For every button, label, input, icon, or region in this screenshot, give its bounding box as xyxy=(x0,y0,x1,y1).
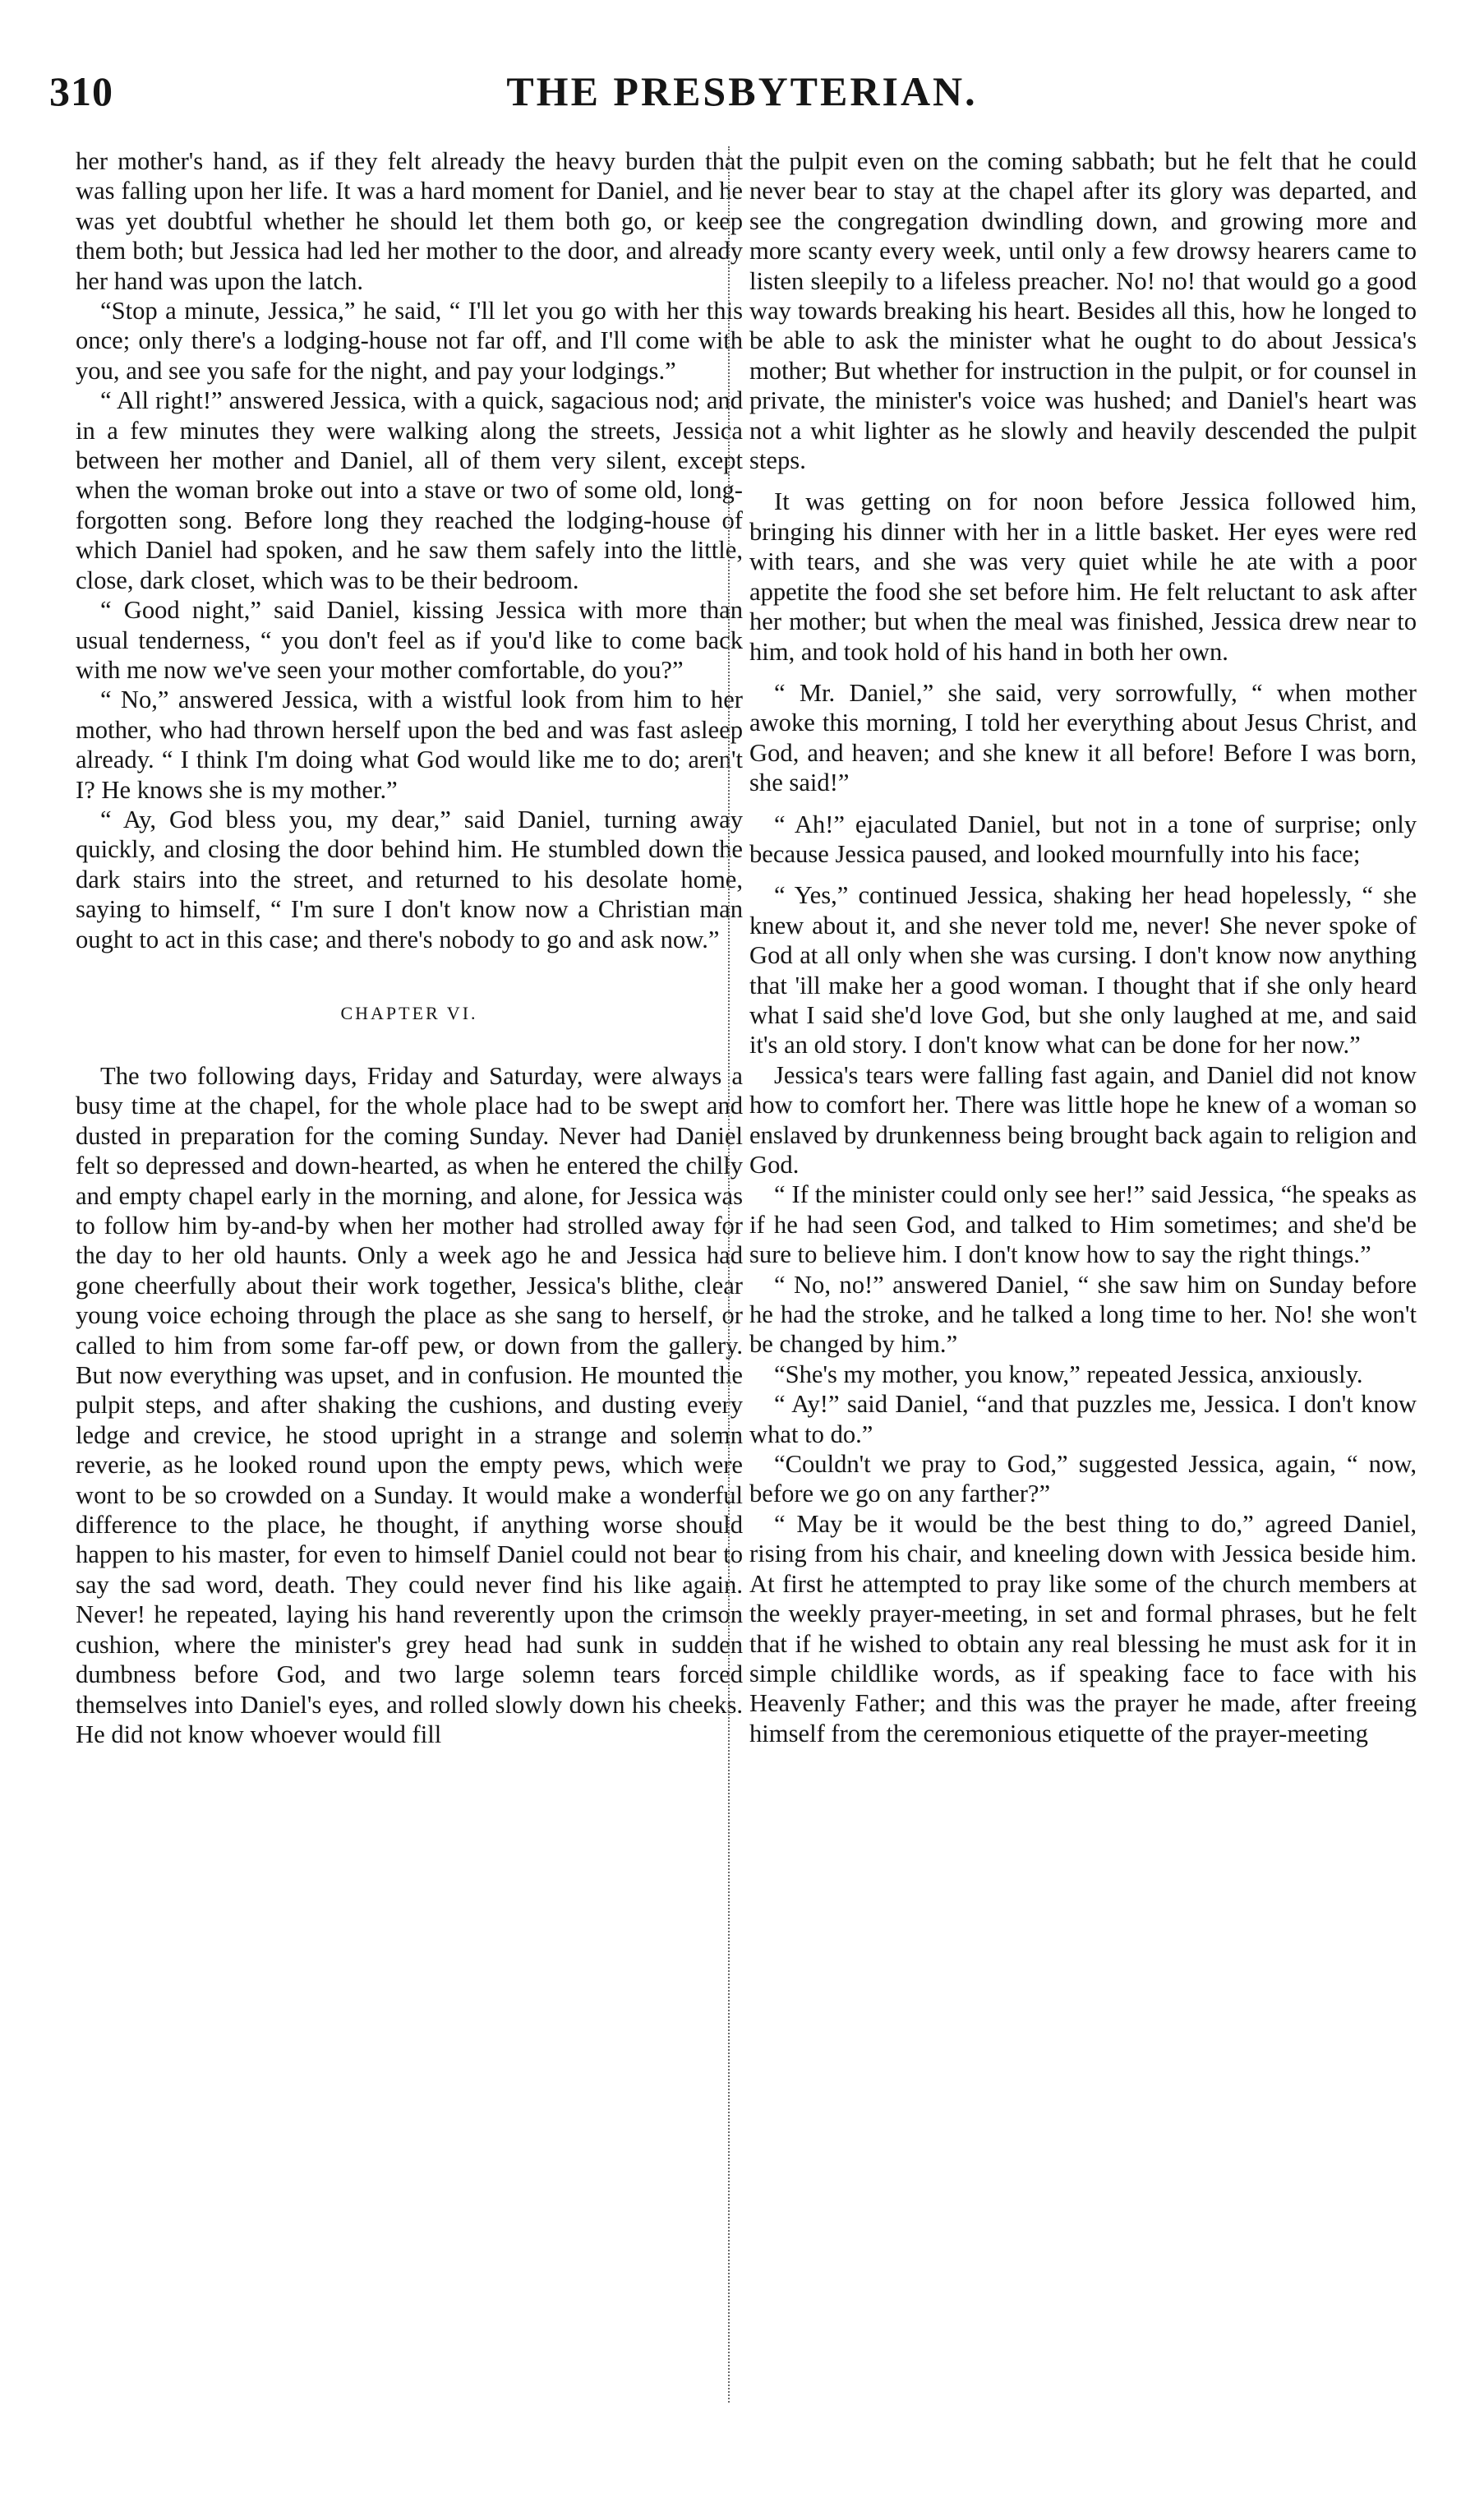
paragraph: Jessica's tears were falling fast again, and Daniel did not know how to comfort her. There was little hope he knew of a woman so enslaved by drunkenness being brought back again to religion and God. xyxy=(749,1060,1417,1179)
running-title: THE PRESBYTERIAN. xyxy=(506,68,978,114)
paragraph: It was getting on for noon before Jessica followed him, bringing his dinner with her in a little basket. Her eyes were red with tears, and she was very quiet while he ate with a poor appetite the food she set before him. He felt reluctant to ask after her mother; but when the meal was finished, Jessica drew near to him, and took hold of his hand in both her own. xyxy=(749,487,1417,666)
column-divider xyxy=(728,146,730,2403)
paragraph: “ No,” answered Jessica, with a wistful look from him to her mother, who had thrown herself upon the bed and was fast asleep already. “ I think I'm doing what God would like me to do; aren't I? He knows she is my mother.” xyxy=(76,686,743,804)
paragraph: her mother's hand, as if they felt already the heavy burden that was falling upon her life. It was a hard moment for Daniel, and he was yet doubtful whether he should let them both go, or keep them both; but Jessica had led her mother to the door, and already her hand was upon the latch. xyxy=(76,147,743,295)
paragraph: “ If the minister could only see her!” said Jessica, “he speaks as if he had seen God, and talked to Him sometimes; and she'd be sure to believe him. I don't know how to say the right things.” xyxy=(749,1180,1417,1269)
paragraph: “ Ah!” ejaculated Daniel, but not in a tone of surprise; only because Jessica paused, and looked mournfully into his face; xyxy=(749,810,1417,868)
paragraph: “Couldn't we pray to God,” suggested Jessica, again, “ now, before we go on any farther?” xyxy=(749,1450,1417,1508)
paragraph: “ Good night,” said Daniel, kissing Jessica with more than usual tenderness, “ you don't feel as if you'd like to come back with me now we've seen your mother comfortable, do you?” xyxy=(76,596,743,684)
paragraph: “ Yes,” continued Jessica, shaking her head hopelessly, “ she knew about it, and she never told me, never! She never spoke of God at all only when she was cursing. I don't know now anything that 'ill make her a good woman. I thought that if she only heard what I said she'd love God, but she only laughed at me, and said it's an old story. I don't know what can be done for her now.” xyxy=(749,881,1417,1060)
page-number: 310 xyxy=(49,68,113,114)
paragraph: “She's my mother, you know,” repeated Jessica, anxiously. xyxy=(774,1360,1363,1388)
paragraph: “ All right!” answered Jessica, with a quick, sagacious nod; and in a few minutes they were walking along the streets, Jessica between her mother and Daniel, all of them very silent, except when the woman broke out into a stave or two of some old, long-forgotten song. Before long they reached the lodging-house of which Daniel had spoken, and he saw them safely into the little, close, dark closet, which was to be their bedroom. xyxy=(76,386,743,594)
paragraph: the pulpit even on the coming sabbath; but he felt that he could never bear to stay at the chapel after its glory was departed, and see the congregation dwindling down, and growing more and more scanty every week, until only a few drowsy hearers came to listen sleepily to a lifeless preacher. No! no! that would go a good way towards breaking his heart. Besides all this, how he longed to be able to ask the minister what he ought to do about Jessica's mother; But whether for instruction in the pulpit, or for counsel in private, the minister's voice was hushed; and Daniel's heart was not a whit lighter as he slowly and heavily descended the pulpit steps. xyxy=(749,147,1417,475)
right-column xyxy=(749,146,1417,2403)
left-column xyxy=(76,146,743,2403)
paragraph: “ Ay, God bless you, my dear,” said Daniel, turning away quickly, and closing the door behind him. He stumbled down the dark stairs into the street, and returned to his desolate home, saying to himself, “ I'm sure I don't know now a Christian man ought to act in this case; and there's nobody to go and ask now.” xyxy=(76,805,743,953)
paragraph: “ May be it would be the best thing to do,” agreed Daniel, rising from his chair, and kneeling down with Jessica beside him. At first he attempted to pray like some of the church members at the weekly prayer-meeting, in set and formal phrases, but he felt that if he wished to obtain any real blessing he must ask for it in simple childlike words, as if speaking face to face with his Heavenly Father; and this was the prayer he made, after freeing himself from the ceremonious etiquette of the prayer-meeting xyxy=(749,1509,1417,1748)
chapter-heading: CHAPTER VI. xyxy=(340,1002,478,1023)
paragraph: “ Ay!” said Daniel, “and that puzzles me, Jessica. I don't know what to do.” xyxy=(749,1390,1417,1448)
paragraph: “ Mr. Daniel,” she said, very sorrowfully, “ when mother awoke this morning, I told her everything about Jesus Christ, and God, and heaven; and she knew it all before! Before I was born, she said!” xyxy=(749,678,1417,797)
paragraph: “ No, no!” answered Daniel, “ she saw him on Sunday before he had the stroke, and he talked a long time to her. No! she won't be changed by him.” xyxy=(749,1270,1417,1359)
paragraph: The two following days, Friday and Saturday, were always a busy time at the chapel, for the whole place had to be swept and dusted in preparation for the coming Sunday. Never had Daniel felt so depressed and down-hearted, as when he entered the chilly and empty chapel early in the morning, and alone, for Jessica was to follow him by-and-by when her mother had strolled away for the day to her old haunts. Only a week ago he and Jessica had gone cheerfully about their work together, Jessica's blithe, clear young voice echoing through the place as she sang to herself, or called to him from some far-off pew, or down from the gallery. But now everything was upset, and in confusion. He mounted the pulpit steps, and after shaking the cushions, and dusting every ledge and crevice, he stood upright in a strange and solemn reverie, as he looked round upon the empty pews, which were wont to be so crowded on a Sunday. It would make a wonderful difference to the place, he thought, if anything worse should happen to his master, for even to himself Daniel could not bear to say the sad word, death. They could never find his like again. Never! he repeated, laying his hand reverently upon the crimson cushion, where the minister's grey head had sunk in sudden dumbness before God, and two large solemn tears forced themselves into Daniel's eyes, and rolled slowly down his cheeks. He did not know whoever would fill xyxy=(76,1061,743,1748)
paragraph: “Stop a minute, Jessica,” he said, “ I'll let you go with her this once; only there's a lodging-house not far off, and I'll come with you, and see you safe for the night, and pay your lodgings.” xyxy=(76,297,743,385)
